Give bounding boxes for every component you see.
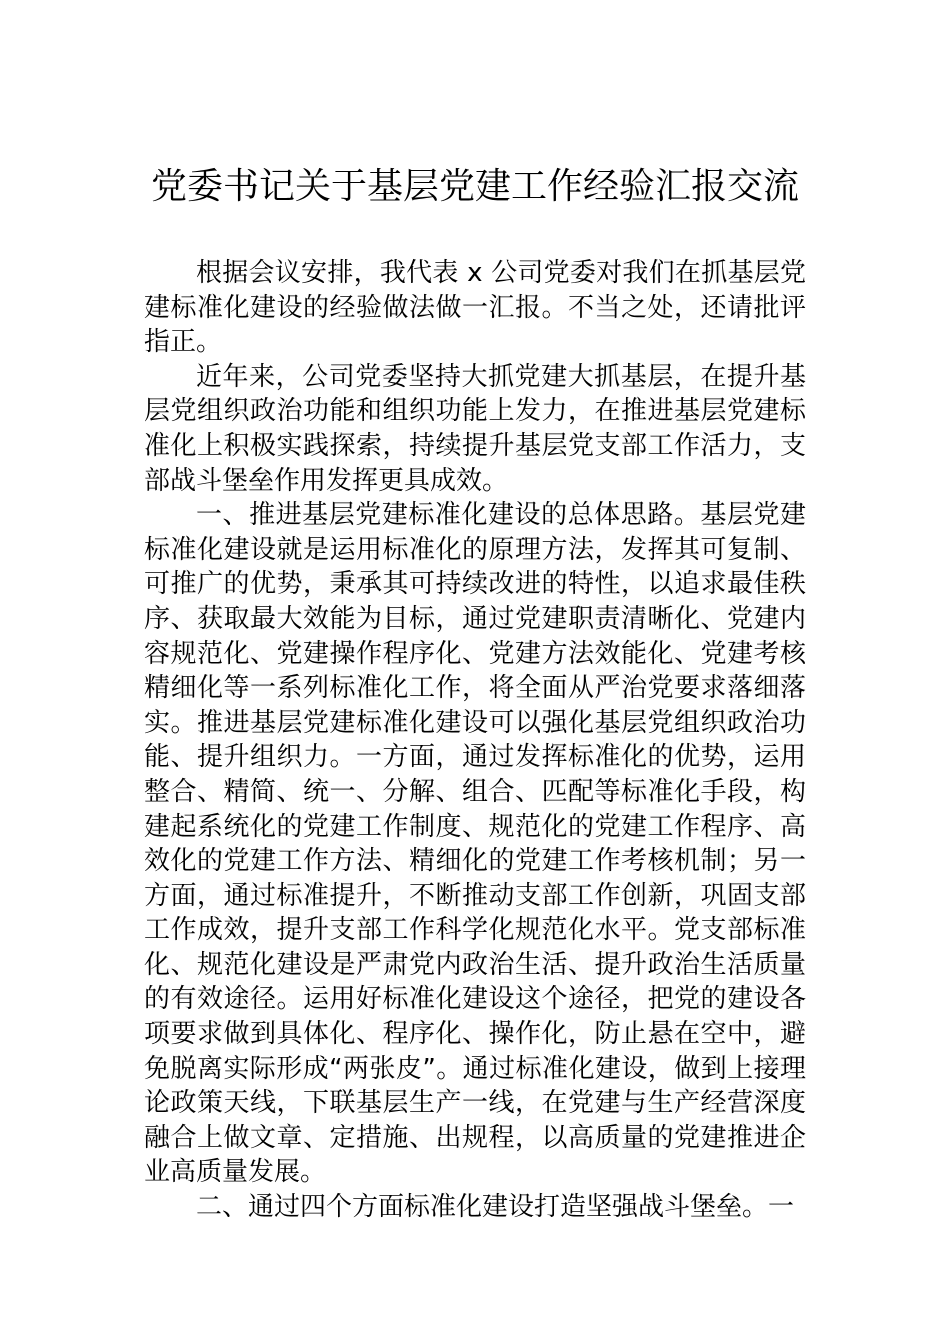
paragraph-section-one: 一、推进基层党建标准化建设的总体思路。基层党建标准化建设就是运用标准化的原理方法，发挥其可复制、可推广的优势，秉承其可持续改进的特性，以追求最佳秩序、获取最大效能为目标，通过党建职责清晰化、党建内容规范化、党建操作程序化、党建方法效能化、党建考核精细化等一系列标准化工作，将全面从严治党要求落细落实。推进基层党建标准化建设可以强化基层党组织政治功能、提升组织力。一方面，通过发挥标准化的优势，运用整合、精简、统一、分解、组合、匹配等标准化手段，构建起系统化的党建工作制度、规范化的党建工作程序、高效化的党建工作方法、精细化的党建工作考核机制；另一方面，通过标准提升，不断推动支部工作创新，巩固支部工作成效，提升支部工作科学化规范化水平。党支部标准化、规范化建设是严肃党内政治生活、提升政治生活质量的有效途径。运用好标准化建设这个途径，把党的建设各项要求做到具体化、程序化、操作化，防止悬在空中，避免脱离实际形成“两张皮”。通过标准化建设，做到上接理论政策天线，下联基层生产一线，在党建与生产经营深度融合上做文章、定措施、出规程，以高质量的党建推进企业高质量发展。 [144, 500, 806, 1188]
document-body [144, 256, 806, 1225]
paragraph-background: 近年来，公司党委坚持大抓党建大抓基层，在提升基层党组织政治功能和组织功能上发力，在推进基层党建标准化上积极实践探索，持续提升基层党支部工作活力，支部战斗堡垒作用发挥更具成效。 [144, 361, 806, 496]
paragraph-section-two: 二、通过四个方面标准化建设打造坚强战斗堡垒。一 [196, 1192, 795, 1223]
paragraph-intro: 根据会议安排，我代表 x 公司党委对我们在抓基层党建标准化建设的经验做法做一汇报。不当之处，还请批评指正。 [144, 258, 806, 358]
document-title: 党委书记关于基层党建工作经验汇报交流 [150, 166, 799, 207]
